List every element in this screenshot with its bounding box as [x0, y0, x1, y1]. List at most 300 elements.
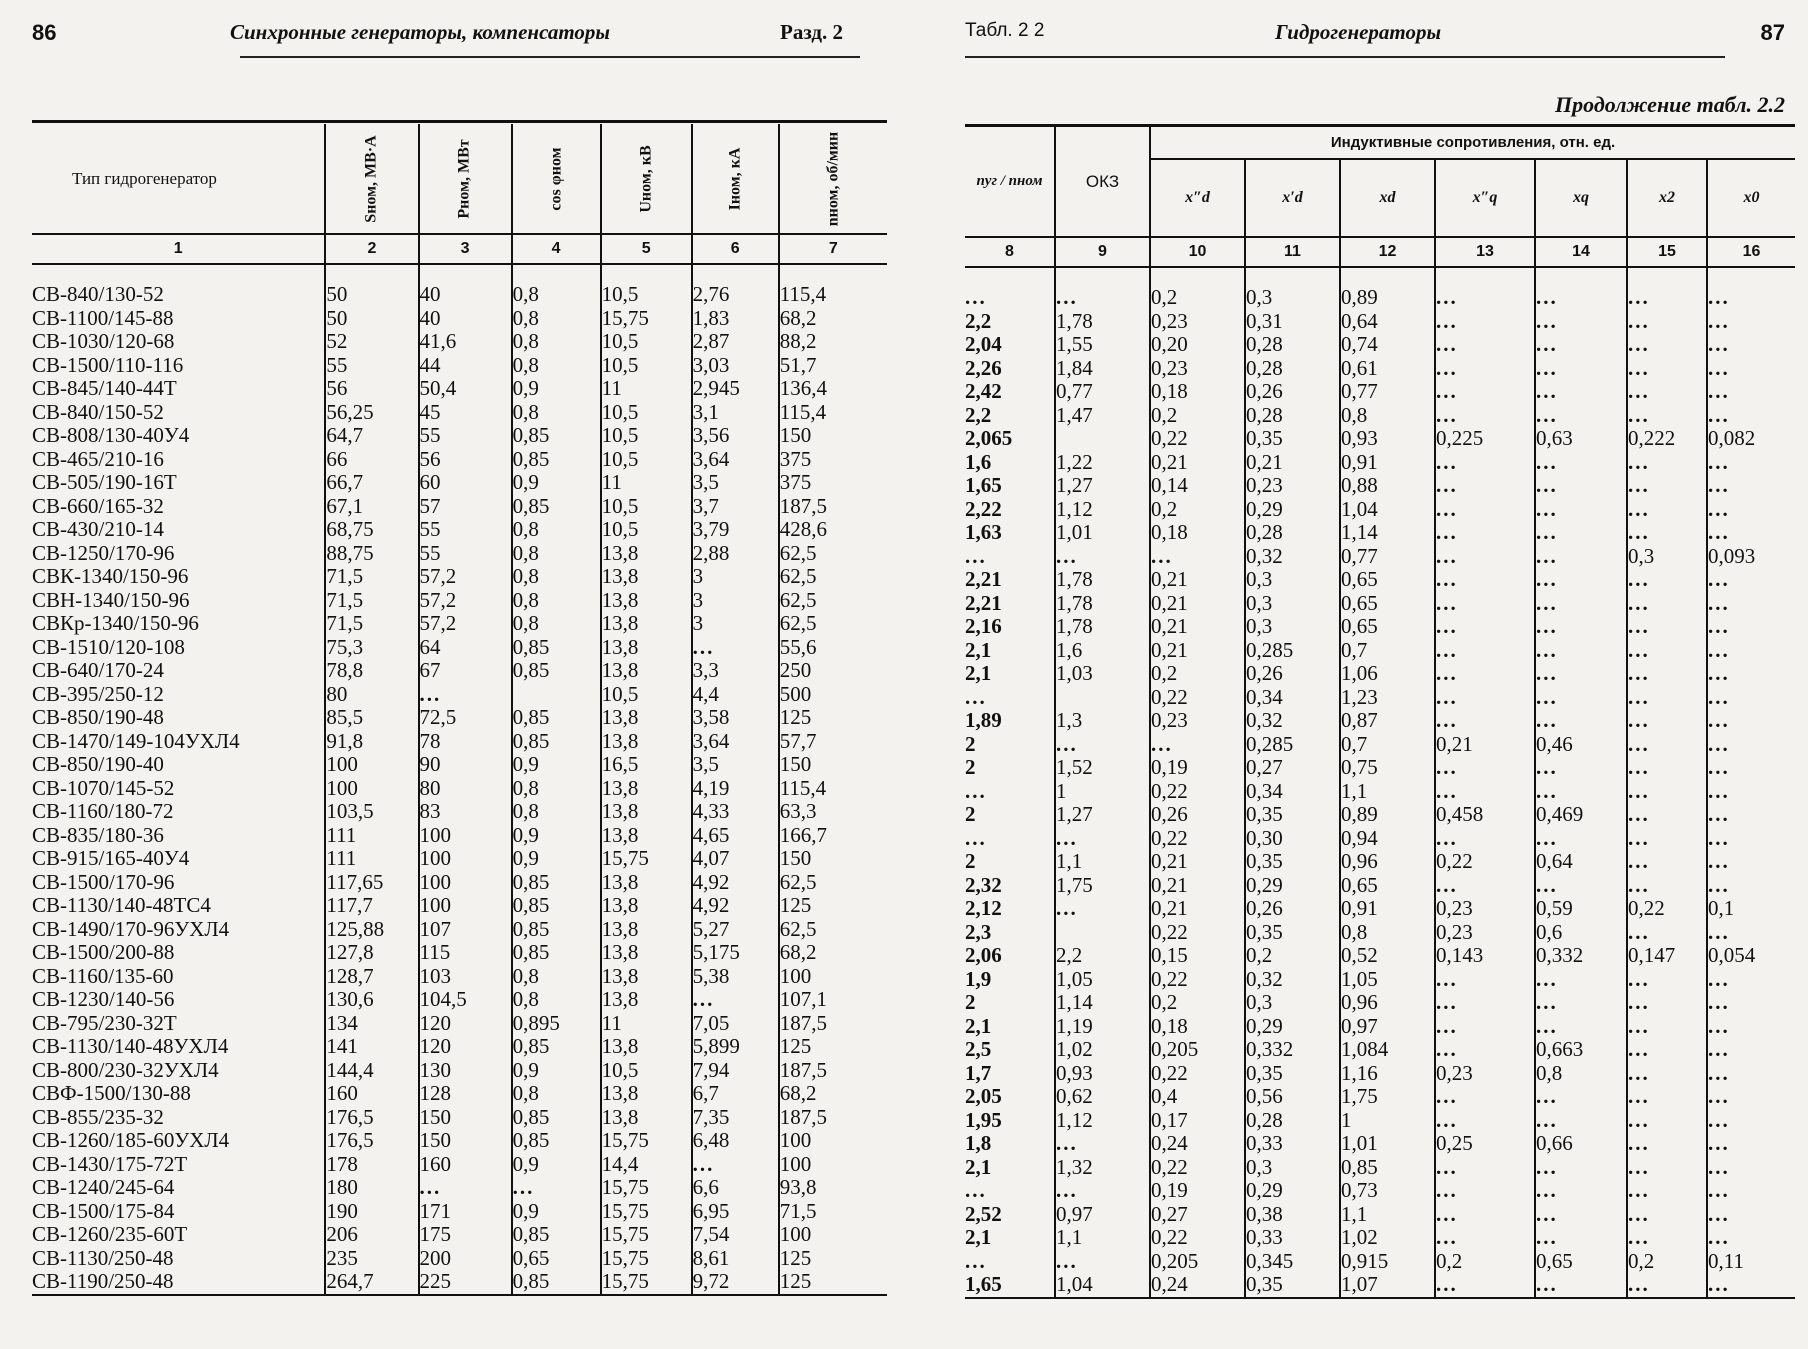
table-row: [32, 1129, 887, 1153]
table-cell: ...: [1707, 1273, 1795, 1298]
table-cell: 0,22: [1435, 850, 1535, 874]
table-cell: 1,89: [965, 708, 1002, 732]
table-cell: 68,2: [779, 1082, 887, 1106]
table-cell: 13,8: [601, 871, 692, 895]
table-cell: 0,2: [1627, 1250, 1707, 1274]
table-cell: 0,18: [1150, 380, 1245, 404]
table-row: [32, 706, 887, 730]
table-cell: СВ-850/190-40: [32, 752, 164, 776]
table-cell: 3,58: [692, 706, 779, 730]
table-row: [965, 1109, 1795, 1133]
table-row: [32, 683, 887, 707]
section-label: Разд. 2: [780, 20, 844, 44]
table-cell: 0,35: [1245, 427, 1340, 451]
table-cell: ...: [1055, 286, 1150, 310]
table-row: [32, 659, 887, 683]
table-row: [32, 1176, 887, 1200]
table-cell: 1,95: [965, 1107, 1002, 1132]
table-cell: СВН-1340/150-96: [32, 587, 190, 612]
table-cell: СВ-1160/180-72: [32, 799, 174, 823]
header-speed-ratio: nуг / nном: [976, 173, 1043, 189]
table-cell: 0,64: [1535, 850, 1627, 874]
table-row: [965, 1179, 1795, 1203]
table-cell: СВ-840/150-52: [32, 399, 164, 424]
running-title: Синхронные генераторы, компенсаторы: [230, 20, 610, 44]
table-cell: 0,22: [1150, 686, 1245, 710]
table-cell: 0,22: [1627, 897, 1707, 921]
table-cell: ...: [1435, 615, 1535, 639]
table-cell: 0,21: [1435, 733, 1535, 757]
table-cell: 71,5: [325, 565, 418, 589]
table-cell: ...: [1435, 662, 1535, 686]
table-cell: 103,5: [325, 800, 418, 824]
table-cell: 1,19: [1055, 1015, 1150, 1039]
table-cell: 0,33: [1245, 1226, 1340, 1250]
table-cell: 0,34: [1245, 686, 1340, 710]
table-cell: 4,92: [692, 871, 779, 895]
table-cell: 55,6: [779, 636, 887, 660]
table-cell: 1,02: [1340, 1226, 1435, 1250]
table-cell: 150: [779, 424, 887, 448]
table-cell: ...: [1535, 1085, 1627, 1109]
table-cell: 50: [325, 307, 418, 331]
table-cell: ...: [1535, 1179, 1627, 1203]
table-cell: ...: [1055, 545, 1150, 569]
table-cell: 2,065: [965, 426, 1013, 450]
table-cell: ...: [1627, 686, 1707, 710]
table-cell: СВК-1340/150-96: [32, 564, 189, 588]
table-cell: 2,2: [1055, 944, 1150, 968]
table-cell: 178: [325, 1153, 418, 1177]
table-cell: 44: [419, 354, 512, 378]
table-cell: ...: [1435, 991, 1535, 1015]
table-cell: СВ-1260/235-60Т: [32, 1222, 188, 1246]
table-cell: 0,85: [512, 894, 601, 918]
table-cell: 0,2: [1245, 944, 1340, 968]
table-cell: [512, 683, 601, 707]
table-cell: СВ-1070/145-52: [32, 775, 175, 800]
header-group-reactances: Индуктивные сопротивления, отн. ед.: [1150, 127, 1795, 159]
table-cell: 2,12: [965, 896, 1002, 920]
header-xd-transient: x′d: [1245, 159, 1340, 237]
table-row: [965, 921, 1795, 945]
table-cell: 1,01: [1055, 521, 1150, 545]
table-cell: 0,28: [1245, 404, 1340, 428]
table-cell: ...: [1627, 662, 1707, 686]
table-cell: 0,93: [1340, 427, 1435, 451]
table-cell: 0,332: [1535, 944, 1627, 968]
table-cell: ...: [1627, 451, 1707, 475]
table-cell: 0,26: [1245, 897, 1340, 921]
table-cell: 2: [965, 849, 976, 873]
table-cell: ...: [1627, 1132, 1707, 1156]
table-cell: 15,75: [601, 1176, 692, 1200]
table-cell: ...: [1535, 662, 1627, 686]
table-cell: СВ-395/250-12: [32, 681, 164, 706]
table-cell: 0,11: [1707, 1250, 1795, 1274]
table-cell: 0,8: [512, 800, 601, 824]
table-cell: 15,75: [601, 1129, 692, 1153]
header-okz: ОКЗ: [1055, 127, 1150, 237]
table-cell: 0,93: [1055, 1062, 1150, 1086]
table-row: [965, 357, 1795, 381]
table-cell: 10,5: [601, 424, 692, 448]
table-cell: 0,22: [1150, 1156, 1245, 1180]
table-cell: 100: [779, 1223, 887, 1247]
table-cell: 1,9: [965, 966, 992, 991]
table-cell: 150: [779, 753, 887, 777]
table-row: [32, 753, 887, 777]
table-cell: 2,52: [965, 1201, 1002, 1226]
table-cell: 66: [325, 448, 418, 472]
table-cell: 0,28: [1245, 357, 1340, 381]
table-cell: 88,75: [325, 542, 418, 566]
table-cell: 0,22: [1150, 427, 1245, 451]
table-cell: 1,14: [1055, 991, 1150, 1015]
table-row: [965, 1015, 1795, 1039]
table-cell: 0,77: [1340, 380, 1435, 404]
table-cell: 125,88: [325, 918, 418, 942]
table-cell: 57,7: [779, 730, 887, 754]
generator-table-left: [32, 124, 887, 1296]
table-cell: 13,8: [601, 589, 692, 613]
table-cell: 0,8: [512, 1082, 601, 1106]
table-cell: 10,5: [601, 1059, 692, 1083]
table-row: [965, 1250, 1795, 1274]
table-cell: 125: [779, 1270, 887, 1295]
table-cell: ...: [1707, 733, 1795, 757]
table-cell: 10,5: [601, 283, 692, 307]
table-row: [32, 565, 887, 589]
table-row: [965, 498, 1795, 522]
table-cell: ...: [1435, 286, 1535, 310]
table-cell: 0,27: [1245, 756, 1340, 780]
table-row: [32, 471, 887, 495]
table-cell: ...: [965, 1248, 987, 1273]
table-cell: ...: [1435, 404, 1535, 428]
table-cell: 0,3: [1245, 568, 1340, 592]
table-cell: ...: [1707, 803, 1795, 827]
table-cell: 0,31: [1245, 310, 1340, 334]
table-cell: 0,22: [1150, 968, 1245, 992]
table-cell: 0,73: [1340, 1179, 1435, 1203]
table-cell: ...: [1707, 404, 1795, 428]
table-cell: 0,21: [1150, 874, 1245, 898]
table-cell: 1,7: [965, 1060, 992, 1085]
table-cell: 13,8: [601, 659, 692, 683]
table-cell: 1,05: [1340, 968, 1435, 992]
table-cell: 2: [965, 802, 976, 826]
page-number: 86: [32, 20, 57, 45]
table-row: [965, 474, 1795, 498]
table-cell: 1,16: [1340, 1062, 1435, 1086]
table-cell: 0,225: [1435, 427, 1535, 451]
table-cell: 11: [601, 1012, 692, 1036]
table-cell: 0,85: [512, 495, 601, 519]
table-cell: ...: [965, 825, 987, 850]
table-cell: 1,14: [1340, 521, 1435, 545]
table-cell: 2,21: [965, 590, 1002, 615]
table-cell: 1,63: [965, 520, 1002, 544]
table-cell: 71,5: [325, 612, 418, 636]
header-x2: x2: [1627, 159, 1707, 237]
table-cell: 0,34: [1245, 780, 1340, 804]
table-cell: 57,2: [419, 612, 512, 636]
table-cell: 6,6: [692, 1176, 779, 1200]
table-cell: 45: [419, 401, 512, 425]
table-cell: 0,14: [1150, 474, 1245, 498]
table-cell: 0,85: [512, 659, 601, 683]
table-row: [965, 944, 1795, 968]
table-cell: 0,77: [1055, 380, 1150, 404]
table-cell: 0,2: [1150, 991, 1245, 1015]
table-cell: 0,32: [1245, 545, 1340, 569]
table-row: [965, 1038, 1795, 1062]
table-cell: 225: [419, 1270, 512, 1295]
table-row: [32, 988, 887, 1012]
table-cell: [1055, 427, 1150, 451]
table-cell: 80: [325, 683, 418, 707]
table-top-rule: [32, 120, 887, 123]
table-cell: 160: [325, 1082, 418, 1106]
table-cell: 0,895: [512, 1012, 601, 1036]
table-row: [965, 404, 1795, 428]
table-cell: 3: [692, 589, 779, 613]
table-cell: 1,6: [965, 449, 992, 474]
table-cell: ...: [1627, 380, 1707, 404]
table-cell: 55: [419, 518, 512, 542]
table-cell: 0,23: [1245, 474, 1340, 498]
table-cell: 0,3: [1245, 286, 1340, 310]
table-cell: 0,96: [1340, 991, 1435, 1015]
table-cell: 0,85: [512, 448, 601, 472]
table-row: [32, 1106, 887, 1130]
table-cell: 13,8: [601, 1035, 692, 1059]
table-cell: ...: [1055, 1250, 1150, 1274]
table-cell: 0,61: [1340, 357, 1435, 381]
table-cell: ...: [1627, 1156, 1707, 1180]
table-cell: ...: [1535, 1203, 1627, 1227]
table-cell: 0,75: [1340, 756, 1435, 780]
table-cell: 0,3: [1245, 592, 1340, 616]
table-row: [32, 401, 887, 425]
table-cell: 0,77: [1340, 545, 1435, 569]
table-cell: 1,04: [1055, 1273, 1150, 1298]
table-cell: 0,23: [1435, 897, 1535, 921]
table-row: [965, 991, 1795, 1015]
table-cell: 2,04: [965, 332, 1002, 356]
table-cell: 68,75: [325, 518, 418, 542]
table-cell: 1,06: [1340, 662, 1435, 686]
table-cell: 2,32: [965, 872, 1002, 897]
table-cell: ...: [1707, 780, 1795, 804]
table-row: [32, 448, 887, 472]
table-cell: 250: [779, 659, 887, 683]
table-cell: 10,5: [601, 354, 692, 378]
table-cell: 2,42: [965, 379, 1002, 403]
table-cell: 0,3: [1245, 1156, 1340, 1180]
table-cell: 0,85: [1340, 1156, 1435, 1180]
table-cell: 13,8: [601, 965, 692, 989]
table-row: [32, 330, 887, 354]
table-cell: 13,8: [601, 824, 692, 848]
table-row: [965, 686, 1795, 710]
table-cell: 0,91: [1340, 897, 1435, 921]
table-cell: 78,8: [325, 659, 418, 683]
table-cell: 0,17: [1150, 1109, 1245, 1133]
table-cell: 1,78: [1055, 615, 1150, 639]
table-cell: 15,75: [601, 1270, 692, 1295]
table-cell: 0,65: [1340, 615, 1435, 639]
table-cell: ...: [1627, 1062, 1707, 1086]
table-cell: 1,1: [1340, 780, 1435, 804]
table-cell: 100: [325, 753, 418, 777]
table-cell: СВФ-1500/130-88: [32, 1081, 191, 1105]
table-cell: СВ-1230/140-56: [32, 987, 175, 1011]
table-cell: ...: [1435, 968, 1535, 992]
table-cell: ...: [1535, 756, 1627, 780]
table-cell: 206: [325, 1223, 418, 1247]
table-cell: 1,12: [1055, 498, 1150, 522]
table-cell: 4,19: [692, 777, 779, 801]
table-cell: ...: [1535, 310, 1627, 334]
table-cell: 1,32: [1055, 1156, 1150, 1180]
table-row: [965, 1273, 1795, 1298]
table-cell: 13,8: [601, 918, 692, 942]
table-cell: СВ-1160/135-60: [32, 963, 174, 988]
table-cell: 0,25: [1435, 1132, 1535, 1156]
table-cell: 13,8: [601, 777, 692, 801]
table-cell: 2,87: [692, 330, 779, 354]
table-cell: 0,19: [1150, 756, 1245, 780]
table-cell: 0,96: [1340, 850, 1435, 874]
table-cell: 6,95: [692, 1200, 779, 1224]
table-cell: ...: [1707, 1038, 1795, 1062]
table-cell: 100: [779, 1153, 887, 1177]
table-row: [32, 730, 887, 754]
table-cell: 0,8: [1340, 921, 1435, 945]
table-cell: ...: [1435, 1273, 1535, 1298]
table-cell: ...: [1627, 874, 1707, 898]
table-label: Табл. 2 2: [965, 20, 1045, 41]
table-cell: 15,75: [601, 307, 692, 331]
table-cell: ...: [1627, 521, 1707, 545]
table-cell: 100: [419, 847, 512, 871]
table-cell: 1,1: [1340, 1203, 1435, 1227]
table-cell: 1,65: [965, 473, 1002, 497]
table-cell: 57,2: [419, 589, 512, 613]
table-cell: 150: [419, 1106, 512, 1130]
table-cell: 1,1: [1055, 850, 1150, 874]
table-cell: 13,8: [601, 988, 692, 1012]
table-cell: 10,5: [601, 495, 692, 519]
table-cell: СВ-855/235-32: [32, 1104, 164, 1129]
table-cell: ...: [1435, 756, 1535, 780]
table-cell: ...: [1627, 615, 1707, 639]
table-cell: 5,27: [692, 918, 779, 942]
table-row: [965, 733, 1795, 757]
table-cell: ...: [1535, 333, 1627, 357]
table-cell: СВ-1510/120-108: [32, 634, 185, 659]
table-cell: ...: [1707, 686, 1795, 710]
table-cell: ...: [1707, 615, 1795, 639]
table-cell: 0,9: [512, 824, 601, 848]
table-cell: 0,9: [512, 377, 601, 401]
page-number-right: 87: [1760, 20, 1785, 45]
table-cell: 175: [419, 1223, 512, 1247]
table-cell: 62,5: [779, 612, 887, 636]
table-cell: 127,8: [325, 941, 418, 965]
table-row: [32, 518, 887, 542]
table-cell: 7,94: [692, 1059, 779, 1083]
table-row: [32, 871, 887, 895]
table-cell: ...: [1435, 451, 1535, 475]
table-row: [965, 521, 1795, 545]
table-cell: 0,27: [1150, 1203, 1245, 1227]
table-cell: 40: [419, 307, 512, 331]
table-cell: ...: [1707, 874, 1795, 898]
table-cell: 52: [325, 330, 418, 354]
table-cell: ...: [1535, 615, 1627, 639]
table-cell: СВ-1470/149-104УХЛ4: [32, 728, 240, 753]
table-row: [32, 1059, 887, 1083]
table-cell: 2,1: [965, 637, 992, 662]
column-number-row-right: 8 9 10 11 12 13 14 15 16: [965, 237, 1795, 267]
table-cell: 1,75: [1055, 874, 1150, 898]
table-cell: ...: [1627, 1226, 1707, 1250]
continuation-label: Продолжение табл. 2.2: [1555, 92, 1785, 117]
table-cell: 100: [419, 824, 512, 848]
table-cell: ...: [1707, 474, 1795, 498]
table-cell: 0,8: [512, 542, 601, 566]
table-cell: 115,4: [779, 777, 887, 801]
table-cell: 7,35: [692, 1106, 779, 1130]
table-cell: 134: [325, 1012, 418, 1036]
table-cell: 0,19: [1150, 1179, 1245, 1203]
table-cell: ...: [1435, 1015, 1535, 1039]
table-cell: 15,75: [601, 1247, 692, 1271]
table-cell: ...: [692, 988, 779, 1012]
table-cell: ...: [1707, 521, 1795, 545]
table-cell: 0,7: [1340, 733, 1435, 757]
table-cell: 100: [419, 894, 512, 918]
table-cell: ...: [1707, 451, 1795, 475]
table-cell: ...: [1535, 592, 1627, 616]
table-cell: ...: [1707, 639, 1795, 663]
table-cell: 0,345: [1245, 1250, 1340, 1274]
table-row: [965, 1156, 1795, 1180]
table-cell: 187,5: [779, 1106, 887, 1130]
table-cell: 166,7: [779, 824, 887, 848]
table-cell: ...: [1627, 827, 1707, 851]
table-cell: ...: [1707, 1226, 1795, 1250]
table-cell: 0,23: [1435, 1062, 1535, 1086]
table-cell: ...: [1627, 850, 1707, 874]
table-cell: 117,65: [325, 871, 418, 895]
table-cell: 0,35: [1245, 850, 1340, 874]
table-cell: 56,25: [325, 401, 418, 425]
table-cell: 0,8: [1340, 404, 1435, 428]
table-cell: 0,23: [1150, 709, 1245, 733]
table-cell: 0,62: [1055, 1085, 1150, 1109]
table-row: [965, 1226, 1795, 1250]
table-cell: 90: [419, 753, 512, 777]
table-row: [32, 918, 887, 942]
table-cell: 0,8: [512, 988, 601, 1012]
table-cell: 1,75: [1340, 1085, 1435, 1109]
table-cell: 57,2: [419, 565, 512, 589]
table-cell: ...: [1435, 357, 1535, 381]
